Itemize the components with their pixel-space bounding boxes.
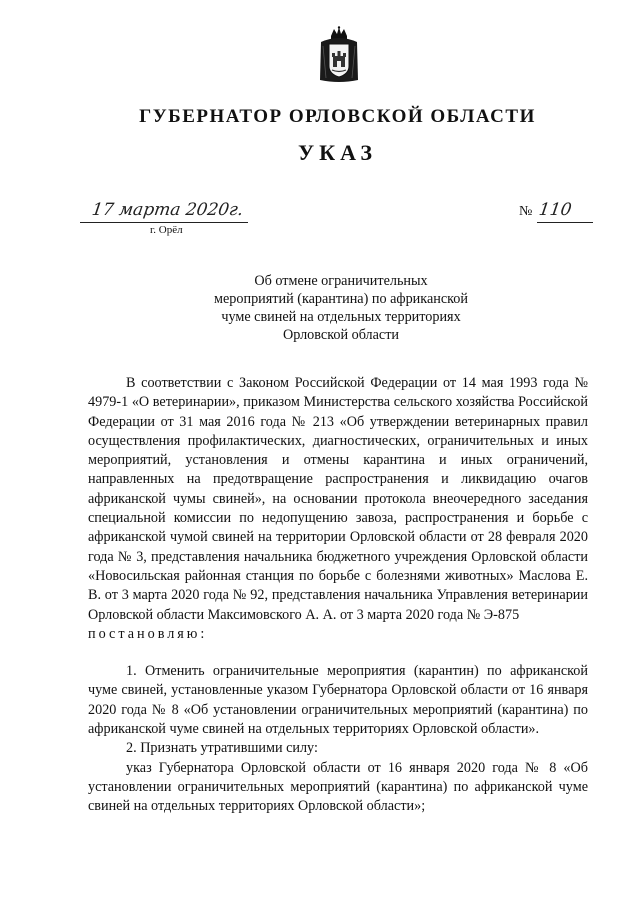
preamble-paragraph: В соответствии с Законом Российской Федерации от 14 мая 1993 года № 4979-1 «О ветеринарии», приказом Министерства сельского хозяйства Российской Федерации от 31 мая 2016 года № 213 «Об утверждении ветеринарных правил осуществления профилактических, диагностических, ограничительных и иных мероприятий, установления и отмены карантина и иных ограничений, направленных на предотвращение распространения и ликвидацию очагов африканской чумы свиней», на основании протокола внеочередного заседания специальной комиссии по недопущению завоза, распространения и борьбе с африканской чумой свиней на территории Орловской области от 28 февраля 2020 года № 3, представления начальника бюджетного учреждения Орловской области «Новосильская районная станция по борьбе с болезнями животных» Маслова Е. В. от 3 марта 2020 года № 92, представления начальника Управления ветеринарии Орловской области Максимовского А. А. от 3 марта 2020 года № Э-875 bbox=[88, 375, 588, 623]
coat-of-arms-emblem bbox=[318, 26, 360, 86]
number-underline bbox=[537, 222, 593, 223]
document-body bbox=[88, 374, 588, 817]
city-label: г. Орёл bbox=[150, 224, 183, 236]
document-type-title: УКАЗ bbox=[297, 140, 378, 165]
item-paragraph: указ Губернатора Орловской области от 16 января 2020 года № 8 «Об установлении ограничительных мероприятий (карантина) по африканской чуме свиней на отдельных территориях Орловской области»; bbox=[88, 759, 588, 815]
number-label: № bbox=[519, 204, 533, 219]
document-subject bbox=[206, 272, 476, 344]
item-paragraph: 2. Признать утратившими силу: bbox=[126, 740, 318, 757]
organization-title: ГУБЕРНАТОР ОРЛОВСКОЙ ОБЛАСТИ bbox=[139, 106, 536, 127]
subject-line: чуме свиней на отдельных территориях bbox=[221, 309, 461, 325]
subject-line: Об отмене ограничительных bbox=[254, 273, 428, 289]
item-paragraph: 1. Отменить ограничительные мероприятия (карантин) по африканской чуме свиней, установленные указом Губернатора Орловской области от 16 января 2020 года № 8 «Об установлении ограничительных мероприятий (карантина) по африканской чуме свиней на отдельных территориях Орловской области». bbox=[88, 663, 588, 738]
handwritten-number: 110 bbox=[537, 200, 573, 220]
subject-line: Орловской области bbox=[282, 327, 400, 343]
decree-word: постановляю: bbox=[88, 625, 208, 642]
handwritten-date: 17 марта 2020г. bbox=[90, 200, 245, 220]
subject-line: мероприятий (карантина) по африканской bbox=[214, 291, 468, 307]
date-underline bbox=[80, 222, 248, 223]
